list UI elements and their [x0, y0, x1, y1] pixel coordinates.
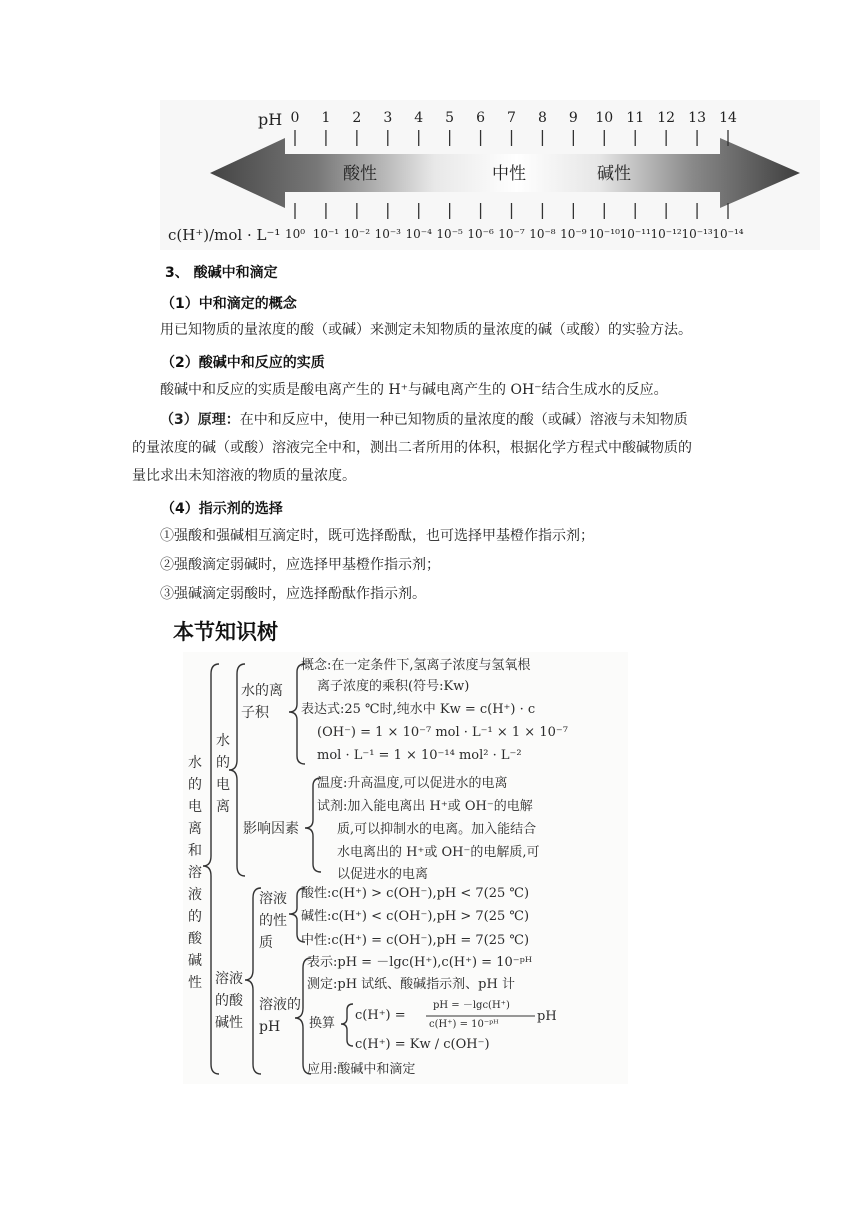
conversion-kw: c(H⁺) = Kw / c(OH⁻) [355, 1037, 490, 1052]
subheading-principle: （3）原理： [160, 412, 240, 428]
tree-node-solution-ph: 溶液的 pH [259, 997, 301, 1035]
neutral-region-label: 中性 [492, 164, 526, 184]
base-region-label: 碱性 [597, 164, 631, 184]
factor-temperature: 温度:升高温度,可以促进水的电离 [317, 776, 508, 791]
factor-reagent-line1: 试剂:加入能电离出 H⁺或 OH⁻的电解 [317, 799, 533, 814]
ph-tick-label: 4 [414, 110, 424, 126]
indicator-item-3: ③强碱滴定弱酸时，应选择酚酞作指示剂。 [160, 586, 426, 602]
ph-scale-figure [160, 100, 820, 250]
ph-tick-label: 7 [507, 110, 516, 126]
ph-tick-label: 10 [595, 110, 614, 126]
concentration-tick-label: 10⁻¹⁴ [712, 227, 744, 241]
concentration-axis-label: c(H⁺)/mol · L⁻¹ [168, 226, 281, 244]
kw-expression-line1: 表达式:25 ℃时,纯水中 Kw = c(H⁺) · c [301, 702, 536, 717]
indicator-item-1: ①强酸和强碱相互滴定时，既可选择酚酞，也可选择甲基橙作指示剂； [160, 528, 594, 544]
principle-text-1: 在中和反应中，使用一种已知物质的量浓度的酸（或碱）溶液与未知物质 [239, 412, 688, 428]
ph-tick-label: 8 [537, 110, 547, 126]
concentration-tick-label: 10⁰ [284, 227, 306, 241]
concentration-tick-label: 10⁻¹¹ [619, 227, 651, 241]
ph-tick-label: 3 [383, 110, 393, 126]
kw-concept-line2: 离子浓度的乘积(符号:Kw) [317, 679, 470, 694]
indicator-item-2: ②强酸滴定弱碱时，应选择甲基橙作指示剂； [160, 557, 440, 573]
factor-reagent-line2: 质,可以抑制水的电离。加入能结合 [337, 822, 537, 837]
kw-expression-line3: mol · L⁻¹ = 1 × 10⁻¹⁴ mol² · L⁻² [317, 748, 522, 763]
ph-tick-label: 9 [568, 110, 578, 126]
ph-tick-label: 13 [688, 110, 706, 126]
tree-node-solution-nature: 溶液的性质 [259, 891, 287, 951]
concentration-tick-label: 10⁻¹² [650, 227, 682, 241]
concentration-tick-label: 10⁻⁴ [405, 227, 432, 241]
conversion-top: pH = －lgc(H⁺) [433, 1000, 510, 1011]
ph-tick-label: 12 [657, 110, 676, 126]
nature-basic: 碱性:c(H⁺) < c(OH⁻),pH > 7(25 ℃) [301, 909, 530, 924]
ph-conversion-label: 换算 [309, 1016, 336, 1031]
ph-tick-label: 1 [321, 110, 331, 126]
tree-node-factors: 影响因素 [243, 821, 299, 837]
paragraph-essence: 酸碱中和反应的实质是酸电离产生的 H⁺与碱电离产生的 OH⁻结合生成水的反应。 [160, 382, 668, 398]
kw-concept-line1: 概念:在一定条件下,氢离子浓度与氢氧根 [301, 658, 531, 673]
ph-measurement: 测定:pH 试纸、酸碱指示剂、pH 计 [307, 977, 515, 992]
ph-tick-label: 2 [352, 110, 362, 126]
nature-acidic: 酸性:c(H⁺) > c(OH⁻),pH < 7(25 ℃) [301, 886, 530, 901]
ph-tick-label: 5 [445, 110, 455, 126]
concentration-tick-label: 10⁻⁵ [436, 227, 463, 241]
concentration-tick-label: 10⁻⁶ [467, 227, 494, 241]
conversion-bottom: c(H⁺) = 10⁻ᵖᴴ [429, 1019, 499, 1030]
kw-expression-line2: (OH⁻) = 1 × 10⁻⁷ mol · L⁻¹ × 1 × 10⁻⁷ [317, 725, 568, 740]
paragraph-principle-line2: 的量浓度的碱（或酸）溶液完全中和，测出二者所用的体积，根据化学方程式中酸碱物质的 [132, 440, 692, 456]
concentration-tick-label: 10⁻⁹ [560, 227, 587, 241]
concentration-tick-label: 10⁻¹⁰ [588, 227, 620, 241]
ph-tick-label: 11 [626, 110, 645, 126]
subheading-concept: （1）中和滴定的概念 [161, 296, 297, 312]
section-heading: 3、 酸碱中和滴定 [165, 265, 278, 281]
ph-axis-label: pH [258, 110, 283, 129]
knowledge-tree [183, 652, 628, 1084]
tree-branch-solution-acidity: 溶液的酸碱性 [215, 971, 243, 1031]
conversion-rhs: pH [537, 1009, 557, 1024]
concentration-tick-label: 10⁻⁸ [529, 227, 556, 241]
tree-root-label: 水的电离和溶液的酸碱性 [188, 755, 202, 991]
concentration-tick-label: 10⁻² [343, 227, 371, 241]
knowledge-tree-title: 本节知识树 [173, 620, 278, 644]
concentration-tick-label: 10⁻⁷ [498, 227, 525, 241]
tree-node-kw: 水的离子积 [241, 683, 283, 721]
ph-tick-label: 0 [290, 110, 300, 126]
ph-expression: 表示:pH = －lgc(H⁺),c(H⁺) = 10⁻ᵖᴴ [307, 955, 532, 970]
ph-tick-label: 14 [719, 110, 737, 126]
concentration-tick-label: 10⁻¹ [312, 227, 340, 241]
subheading-indicator: （4）指示剂的选择 [161, 501, 283, 517]
conversion-lhs: c(H⁺) = [355, 1008, 406, 1023]
paragraph-principle-line1 [160, 406, 688, 434]
subheading-essence: （2）酸碱中和反应的实质 [161, 355, 325, 371]
concentration-tick-label: 10⁻¹³ [681, 227, 713, 241]
concentration-tick-label: 10⁻³ [374, 227, 401, 241]
paragraph-concept: 用已知物质的量浓度的酸（或碱）来测定未知物质的量浓度的碱（或酸）的实验方法。 [160, 322, 692, 338]
factor-reagent-line4: 以促进水的电离 [337, 867, 429, 882]
factor-reagent-line3: 水电离出的 H⁺或 OH⁻的电解质,可 [337, 845, 540, 860]
acid-region-label: 酸性 [343, 164, 377, 184]
ph-tick-label: 6 [476, 110, 486, 126]
nature-neutral: 中性:c(H⁺) = c(OH⁻),pH = 7(25 ℃) [301, 933, 530, 948]
tree-branch-water-ionization: 水的电离 [216, 733, 230, 815]
ph-application: 应用:酸碱中和滴定 [307, 1062, 416, 1077]
paragraph-principle-line3: 量比求出未知溶液的物质的量浓度。 [132, 468, 356, 484]
